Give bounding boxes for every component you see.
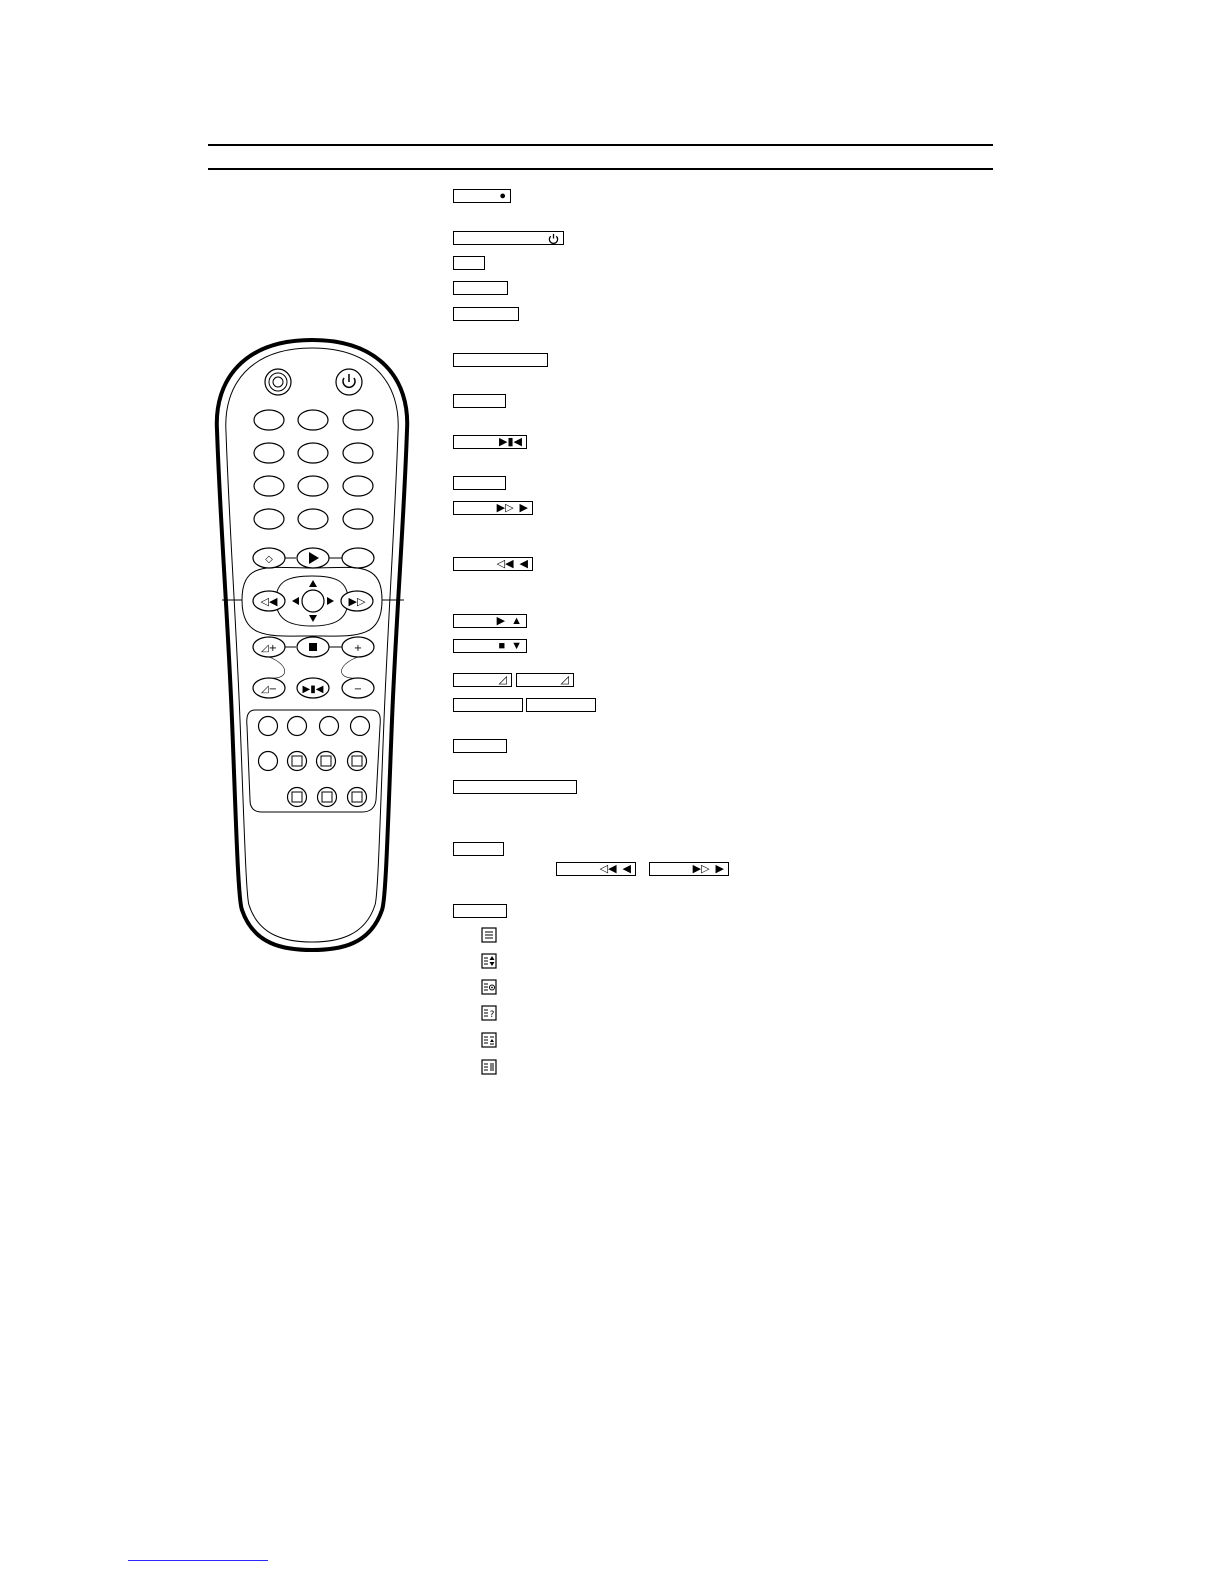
svg-text:◿+: ◿+ — [260, 643, 278, 654]
svg-text:◿−: ◿− — [260, 684, 278, 695]
key-3 — [453, 256, 485, 270]
up-arrow-icon: ▲ — [511, 614, 522, 627]
svg-text:+: + — [353, 643, 363, 654]
key-16 — [453, 739, 507, 753]
record-key — [453, 189, 511, 203]
key-18 — [453, 842, 504, 856]
inline-forward-key — [649, 862, 729, 876]
forward-key — [453, 501, 533, 515]
pause-frame-icon: ▶▮◀ — [499, 435, 522, 448]
footer-link-underline — [128, 1560, 268, 1561]
svg-text:◇: ◇ — [265, 554, 273, 565]
down-arrow-icon: ▼ — [511, 639, 522, 652]
record-button — [265, 369, 291, 395]
volume-up-key — [453, 673, 512, 687]
volume-down-key — [516, 673, 574, 687]
volume-icon: ◿ — [498, 673, 507, 686]
play-small-icon: ▶ — [715, 862, 724, 875]
key-19 — [453, 904, 507, 918]
fast-forward-icon: ▶▷ — [692, 862, 710, 875]
standby-button — [336, 369, 362, 395]
rewind-icon: ◁◀ — [599, 862, 617, 875]
svg-text:▶▷: ▶▷ — [348, 595, 366, 608]
number-key — [343, 410, 373, 430]
teletext-panel — [247, 710, 381, 812]
pause-frame-key — [453, 435, 527, 449]
record-icon: ● — [499, 189, 506, 202]
rewind-icon: ◁◀ — [496, 557, 514, 570]
teletext-index-icon — [481, 1005, 497, 1021]
number-key — [298, 509, 328, 529]
number-keypad — [254, 410, 373, 529]
teletext-size-icon — [481, 953, 497, 969]
svg-text:−: − — [353, 684, 363, 695]
left-arrow-icon: ◀ — [519, 557, 528, 570]
inline-rewind-key — [556, 862, 636, 876]
number-key — [343, 476, 373, 496]
number-key — [254, 509, 284, 529]
stop-icon: ■ — [498, 639, 506, 652]
volume-icon: ◿ — [560, 673, 569, 686]
teletext-mix-icon — [481, 1032, 497, 1048]
power-icon — [548, 233, 559, 244]
fast-forward-icon: ▶▷ — [496, 501, 514, 514]
key-17 — [453, 780, 577, 794]
svg-text:▶▮◀: ▶▮◀ — [302, 684, 324, 695]
navigation-cluster — [222, 548, 404, 698]
svg-text:◁◀: ◁◀ — [260, 595, 278, 608]
number-key — [298, 410, 328, 430]
key-15a — [453, 698, 523, 712]
standby-key — [453, 231, 564, 245]
play-small-icon: ▶ — [519, 501, 528, 514]
key-15b — [526, 698, 596, 712]
teletext-subpage-icon — [481, 1059, 497, 1075]
number-key — [254, 443, 284, 463]
key-9 — [453, 476, 506, 490]
teletext-reveal-icon — [481, 979, 497, 995]
play-key — [453, 614, 527, 628]
play-icon: ▶ — [496, 614, 506, 627]
key-6 — [453, 353, 548, 367]
number-key — [254, 476, 284, 496]
number-key — [298, 443, 328, 463]
number-key — [254, 410, 284, 430]
number-key — [298, 476, 328, 496]
key-7 — [453, 394, 506, 408]
number-key — [343, 509, 373, 529]
number-key — [343, 443, 373, 463]
left-arrow-icon: ◀ — [622, 862, 631, 875]
key-4 — [453, 281, 508, 295]
stop-key — [453, 639, 527, 653]
svg-text:?: ? — [489, 1010, 495, 1020]
rewind-key — [453, 557, 533, 571]
key-5 — [453, 307, 519, 321]
teletext-list-icon — [481, 927, 497, 943]
